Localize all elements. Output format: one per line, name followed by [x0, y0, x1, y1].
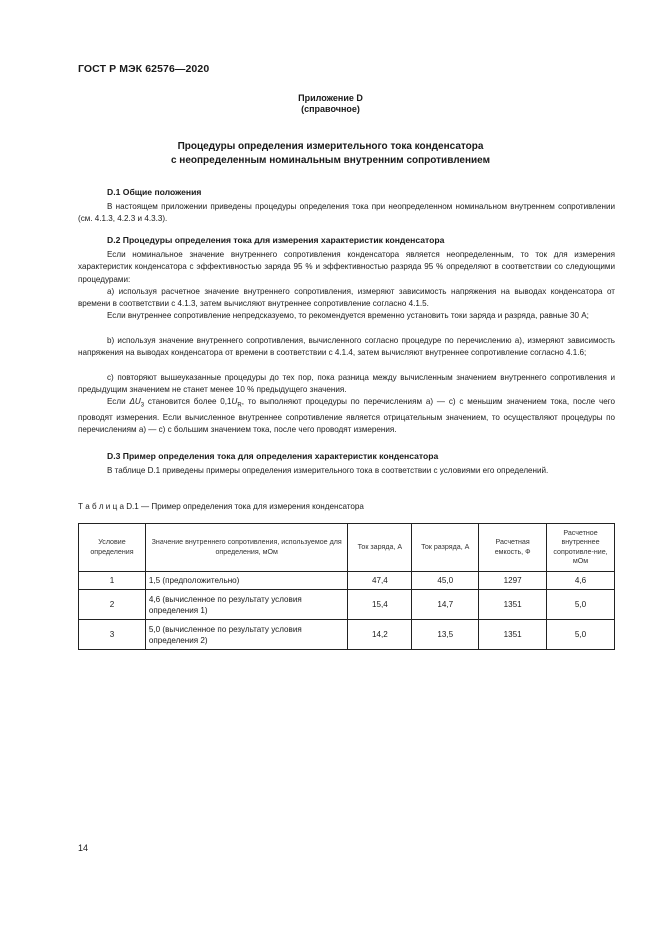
table-cell: 1	[79, 572, 146, 590]
header-cell: Условие определения	[79, 524, 146, 572]
header-cell: Значение внутреннего сопротивления, используемое для определения, мОм	[145, 524, 348, 572]
section-d2-item-b: b) используя значение внутреннего сопротивления, вычисленного согласно процедуре по перечислению а), измеряют зависимость напряжения на выводах конденсатора от времени в соответствии с 4.1.4, затем вычисляют внутреннее сопротивление согласно 4.1.6;	[78, 336, 615, 358]
header-cell: Расчетное внутреннее сопротивле-ние, мОм	[547, 524, 615, 572]
table-cell: 45,0	[412, 572, 479, 590]
table-cell: 4,6	[547, 572, 615, 590]
table-cell: 4,6 (вычисленное по результату условия определения 1)	[145, 590, 348, 620]
table-cell: 5,0	[547, 620, 615, 650]
table-cell: 5,0 (вычисленное по результату условия определения 2)	[145, 620, 348, 650]
table-cell: 1297	[479, 572, 547, 590]
table-cell: 14,7	[412, 590, 479, 620]
table-cell: 5,0	[547, 590, 615, 620]
section-d2-paragraph-2: Если внутреннее сопротивление непредсказуемо, то рекомендуется временно установить токи заряда и разряда, равные 30 А;	[107, 311, 589, 320]
table-cell: 47,4	[348, 572, 412, 590]
section-d2-paragraph-3: Если $\Delta U_3$ становится более $0,1U_R$, то выполняют процедуры по перечислениям а) — с) с меньшим значением тока, после чего проводят измерения. Если вычисленное внутреннее сопротивление является отрицательным значением, то осуществляют процедуры по перечислениям а) — с) с большим значением тока, после чего проводят измерения.	[78, 397, 615, 435]
table-cell: 1351	[479, 590, 547, 620]
table-cell: 14,2	[348, 620, 412, 650]
section-d2-item-a: а) используя расчетное значение внутреннего сопротивления, измеряют зависимость напряжения на выводах конденсатора от времени в соответствии с 4.1.3, затем вычисляют внутреннее сопротивление согласно 4.1.5.	[78, 287, 615, 309]
annex-title: Приложение D	[298, 93, 363, 103]
section-d1-paragraph: В настоящем приложении приведены процедуры определения тока при неопределенном номинальном внутреннем сопротивлении (см. 4.1.3, 4.2.3 и 4.3.3).	[78, 202, 615, 224]
header-cell: Ток разряда, А	[412, 524, 479, 572]
table-cell: 3	[79, 620, 146, 650]
table-row	[79, 572, 615, 590]
header-cell: Расчетная емкость, Ф	[479, 524, 547, 572]
annex-heading-line-1: Процедуры определения измерительного тока конденсатора	[177, 141, 484, 152]
table-row	[79, 590, 615, 620]
table-caption: Т а б л и ц а D.1 — Пример определения тока для измерения конденсатора	[78, 502, 364, 511]
section-d2-title: D.2 Процедуры определения тока для измерения характеристик конденсатора	[107, 235, 445, 245]
page-number: 14	[78, 843, 89, 853]
table-cell: 1351	[479, 620, 547, 650]
section-d2-item-c: с) повторяют вышеуказанные процедуры до тех пор, пока разница между вычисленным значением внутреннего сопротивления и предыдущим значением не станет менее 10 % предыдущего значения.	[78, 373, 615, 395]
section-d3-paragraph: В таблице D.1 приведены примеры определения измерительного тока в соответствии с условиями его определений.	[107, 466, 549, 475]
header-cell: Ток заряда, А	[348, 524, 412, 572]
section-d2-paragraph-1: Если номинальное значение внутреннего сопротивления конденсатора является неопределенным, то ток для измерения характеристик конденсатора с эффективностью заряда 95 % и эффективностью разряда 95 % определяют в соответствии со следующими процедурами:	[78, 250, 615, 284]
table-header-row	[79, 524, 615, 572]
section-d3-title: D.3 Пример определения тока для определения характеристик конденсатора	[107, 451, 439, 461]
annex-heading-line-2: с неопределенным номинальным внутренним сопротивлением	[170, 155, 491, 166]
table-cell: 1,5 (предположительно)	[145, 572, 348, 590]
table-cell: 13,5	[412, 620, 479, 650]
table-cell: 2	[79, 590, 146, 620]
annex-subtitle: (справочное)	[301, 104, 360, 114]
section-d1-title: D.1 Общие положения	[107, 187, 202, 197]
table-cell: 15,4	[348, 590, 412, 620]
table-row	[79, 620, 615, 650]
document-code: ГОСТ Р МЭК 62576—2020	[78, 63, 210, 75]
data-table	[78, 523, 615, 650]
